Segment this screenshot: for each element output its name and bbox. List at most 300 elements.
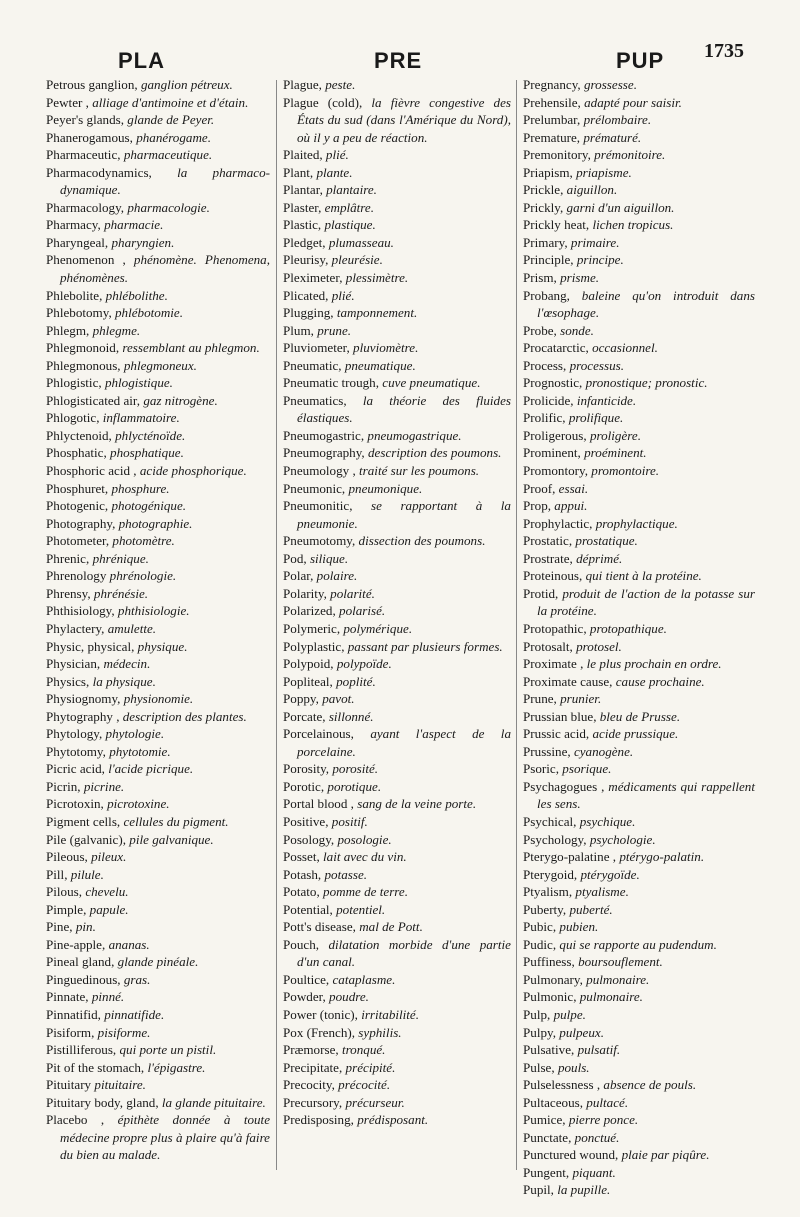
entry-headword: Physiognomy, (46, 691, 121, 707)
dictionary-entry (283, 638, 511, 656)
entry-headword: Porotic, (283, 778, 325, 794)
dictionary-entry (283, 1094, 511, 1112)
entry-translation: posologie. (337, 831, 392, 847)
entry-translation: précocité. (338, 1077, 391, 1093)
entry-headword: Pigment cells, (46, 813, 121, 829)
entry-headword: Placebo , (46, 1112, 105, 1128)
dictionary-entry (46, 427, 270, 445)
entry-headword: Pneumonic, (283, 480, 346, 496)
dictionary-entry (283, 181, 511, 199)
dictionary-entry (283, 444, 511, 462)
column-divider (516, 80, 517, 1170)
entry-translation: pronostique; pronostic. (585, 375, 708, 391)
entry-translation: ressemblant au phlegmon. (122, 340, 260, 356)
entry-headword: Pneumology , (283, 463, 356, 479)
dictionary-entry (523, 409, 755, 427)
entry-headword: Prominent, (523, 445, 581, 461)
entry-headword: Premonitory, (523, 147, 591, 163)
entry-headword: Pharmaceutic, (46, 147, 121, 163)
dictionary-entry (283, 304, 511, 322)
entry-headword: Pulselessness , (523, 1077, 601, 1093)
entry-translation: ptyalisme. (575, 884, 629, 900)
dictionary-entry (523, 1076, 755, 1094)
dictionary-entry (523, 936, 755, 954)
entry-translation: ayant l'aspect de la porcelaine. (297, 726, 511, 759)
entry-translation: plié. (331, 287, 355, 303)
entry-translation: phrénologie. (109, 568, 177, 584)
entry-translation: polaire. (316, 568, 358, 584)
dictionary-entry (523, 392, 755, 410)
entry-translation: pulpe. (553, 1006, 586, 1022)
entry-translation: silique. (309, 550, 349, 566)
entry-headword: Prophylactic, (523, 515, 593, 531)
dictionary-entry (46, 1059, 270, 1077)
dictionary-entry (283, 1111, 511, 1129)
entry-headword: Pubic, (523, 919, 557, 935)
entry-headword: Prostrate, (523, 550, 573, 566)
dictionary-entry (283, 1006, 511, 1024)
entry-headword: Plague (cold), (283, 94, 363, 110)
entry-headword: Popliteal, (283, 673, 333, 689)
entry-headword: Potato, (283, 884, 320, 900)
entry-headword: Petrous ganglion, (46, 77, 138, 92)
dictionary-entry (523, 94, 755, 112)
dictionary-entry (523, 567, 755, 585)
entry-headword: Precipitate, (283, 1059, 343, 1075)
entry-translation: le plus prochain en ordre. (586, 656, 722, 672)
entry-headword: Prognostic, (523, 375, 583, 391)
dictionary-entry (283, 480, 511, 498)
entry-translation: plié. (325, 147, 349, 163)
entry-translation: prélombaire. (583, 112, 652, 128)
entry-translation: déprimé. (576, 550, 623, 566)
entry-translation: pneumatique. (344, 357, 416, 373)
dictionary-entry (523, 550, 755, 568)
entry-headword: Pinnate, (46, 989, 89, 1005)
entry-headword: Plicated, (283, 287, 329, 303)
dictionary-entry (523, 339, 755, 357)
dictionary-entry (283, 673, 511, 691)
entry-headword: Pupil, (523, 1182, 554, 1198)
entry-translation: phlébotomie. (115, 305, 184, 321)
entry-translation: polarisé. (339, 603, 386, 619)
entry-translation: positif. (331, 813, 368, 829)
entry-translation: syphilis. (358, 1024, 402, 1040)
entry-translation: phytologie. (105, 726, 165, 742)
dictionary-entry (46, 866, 270, 884)
dictionary-entry (46, 778, 270, 796)
entry-translation: psorique. (562, 761, 612, 777)
entry-translation: absence de pouls. (603, 1077, 697, 1093)
entry-headword: Positive, (283, 813, 329, 829)
dictionary-entry (46, 216, 270, 234)
entry-translation: glande de Peyer. (127, 112, 215, 128)
dictionary-entry (46, 462, 270, 480)
entry-headword: Prism, (523, 270, 557, 286)
entry-translation: pulmonaire. (579, 989, 643, 1005)
dictionary-entry (283, 251, 511, 269)
entry-headword: Plant, (283, 164, 314, 180)
entry-headword: Præmorse, (283, 1042, 339, 1058)
dictionary-entry (283, 76, 511, 94)
entry-translation: ptérygo-palatin. (619, 849, 705, 865)
entry-translation: pluviomètre. (353, 340, 419, 356)
entry-headword: Pott's disease, (283, 919, 356, 935)
dictionary-entry (523, 918, 755, 936)
entry-headword: Phlebolite, (46, 287, 103, 303)
dictionary-entry (523, 901, 755, 919)
dictionary-entry (523, 515, 755, 533)
dictionary-entry (283, 620, 511, 638)
entry-headword: Primary, (523, 234, 568, 250)
dictionary-entry (283, 1059, 511, 1077)
dictionary-entry (523, 638, 755, 656)
entry-translation: garni d'un aiguillon. (566, 199, 675, 215)
entry-headword: Pneumatic, (283, 357, 342, 373)
entry-translation: qui se rapporte au pudendum. (559, 936, 717, 952)
dictionary-entry (283, 901, 511, 919)
entry-headword: Process, (523, 357, 567, 373)
entry-headword: Pulpy, (523, 1024, 556, 1040)
entry-translation: phosphatique. (110, 445, 184, 461)
entry-translation: proligère. (589, 427, 641, 443)
dictionary-entry (46, 567, 270, 585)
entry-translation: la pupille. (557, 1182, 611, 1198)
entry-headword: Posset, (283, 849, 320, 865)
dictionary-entry (46, 831, 270, 849)
dictionary-entry (523, 1041, 755, 1059)
entry-headword: Pumice, (523, 1112, 566, 1128)
entry-headword: Pulse, (523, 1059, 555, 1075)
entry-headword: Protid, (523, 585, 559, 601)
entry-translation: phlegme. (92, 322, 141, 338)
entry-translation: sillonné. (328, 708, 374, 724)
entry-translation: qui porte un pistil. (119, 1042, 217, 1058)
entry-translation: précipité. (345, 1059, 396, 1075)
entry-translation: promontoire. (591, 463, 660, 479)
entry-translation: tamponnement. (336, 305, 418, 321)
entry-translation: porotique. (327, 778, 382, 794)
dictionary-entry (283, 708, 511, 726)
dictionary-entry (523, 988, 755, 1006)
entry-headword: Prussian blue, (523, 708, 597, 724)
entry-headword: Picrotoxin, (46, 796, 104, 812)
dictionary-column-3 (523, 76, 755, 1199)
entry-headword: Prickle, (523, 182, 564, 198)
entry-translation: glande pinéale. (117, 954, 199, 970)
entry-translation: pulmonaire. (586, 971, 650, 987)
dictionary-column-1 (46, 76, 270, 1164)
entry-headword: Phlebotomy, (46, 305, 112, 321)
entry-headword: Phytography , (46, 708, 120, 724)
dictionary-entry (523, 146, 755, 164)
dictionary-entry (283, 971, 511, 989)
dictionary-entry (46, 234, 270, 252)
entry-translation: pharmaceutique. (123, 147, 213, 163)
dictionary-entry (46, 392, 270, 410)
dictionary-entry (46, 743, 270, 761)
entry-headword: Prehensile, (523, 94, 581, 110)
dictionary-entry (523, 585, 755, 620)
entry-translation: se rapportant à la pneumonie. (297, 498, 511, 531)
dictionary-entry (523, 1059, 755, 1077)
entry-translation: pierre ponce. (568, 1112, 639, 1128)
entry-translation: phytotomie. (109, 743, 171, 759)
entry-headword: Pultaceous, (523, 1094, 584, 1110)
entry-headword: Polarity, (283, 585, 327, 601)
entry-headword: Precocity, (283, 1077, 335, 1093)
entry-headword: Proligerous, (523, 427, 587, 443)
entry-translation: prisme. (560, 270, 600, 286)
dictionary-entry (283, 357, 511, 375)
dictionary-entry (46, 374, 270, 392)
entry-translation: pharmacie. (104, 217, 164, 233)
entry-headword: Prop, (523, 498, 552, 514)
entry-headword: Pill, (46, 866, 68, 882)
entry-translation: proéminent. (584, 445, 647, 461)
entry-headword: Picrin, (46, 778, 81, 794)
entry-translation: psychique. (579, 813, 636, 829)
entry-headword: Proof, (523, 480, 556, 496)
dictionary-entry (283, 760, 511, 778)
dictionary-entry (46, 322, 270, 340)
dictionary-entry (523, 76, 755, 94)
dictionary-entry (283, 602, 511, 620)
entry-translation: dilatation morbide d'une partie d'un canal. (297, 936, 511, 970)
dictionary-entry (283, 462, 511, 480)
entry-headword: Principle, (523, 252, 574, 268)
entry-translation: picrine. (83, 778, 125, 794)
dictionary-entry (283, 216, 511, 234)
entry-headword: Ptyalism, (523, 884, 573, 900)
dictionary-entry (46, 1094, 270, 1112)
dictionary-entry (283, 164, 511, 182)
entry-headword: Phenomenon , (46, 252, 126, 268)
dictionary-entry (46, 199, 270, 217)
entry-translation: gaz nitrogène. (143, 392, 218, 408)
entry-translation: plante. (316, 164, 353, 180)
entry-headword: Poppy, (283, 691, 319, 707)
entry-translation: piquant. (572, 1164, 616, 1180)
dictionary-entry (46, 532, 270, 550)
dictionary-entry (283, 322, 511, 340)
entry-headword: Polar, (283, 568, 314, 584)
entry-headword: Phosphatic, (46, 445, 107, 461)
entry-translation: prune. (317, 322, 352, 338)
dictionary-entry (46, 725, 270, 743)
dictionary-entry (523, 480, 755, 498)
entry-translation: traité sur les poumons. (359, 463, 480, 479)
dictionary-entry (283, 936, 511, 971)
entry-translation: primaire. (570, 234, 620, 250)
entry-translation: la pharmaco-dynamique. (60, 164, 270, 198)
dictionary-entry (283, 883, 511, 901)
entry-headword: Phanerogamous, (46, 129, 133, 145)
entry-headword: Priapism, (523, 164, 573, 180)
entry-headword: Pewter , (46, 94, 89, 110)
dictionary-entry (523, 1024, 755, 1042)
dictionary-entry (283, 690, 511, 708)
entry-translation: photographie. (118, 515, 193, 531)
entry-headword: Physic, physical, (46, 638, 135, 654)
entry-headword: Portal blood , (283, 796, 354, 812)
entry-translation: l'acide picrique. (108, 761, 194, 777)
entry-headword: Prickly, (523, 199, 564, 215)
entry-headword: Pine, (46, 919, 73, 935)
entry-headword: Phosphuret, (46, 480, 109, 496)
dictionary-entry (523, 813, 755, 831)
entry-translation: l'épigastre. (147, 1059, 206, 1075)
entry-headword: Phlegm, (46, 322, 90, 338)
entry-headword: Proximate , (523, 656, 584, 672)
dictionary-entry (283, 567, 511, 585)
entry-translation: cause prochaine. (615, 673, 705, 689)
entry-headword: Pudic, (523, 936, 557, 952)
dictionary-entry (523, 883, 755, 901)
entry-translation: ptérygoïde. (580, 866, 640, 882)
dictionary-entry (523, 778, 755, 813)
entry-headword: Potential, (283, 901, 333, 917)
entry-translation: tronqué. (341, 1042, 386, 1058)
entry-translation: emplâtre. (324, 199, 375, 215)
entry-translation: prostatique. (575, 533, 638, 549)
dictionary-entry (283, 778, 511, 796)
entry-translation: pubien. (559, 919, 599, 935)
entry-headword: Phosphoric acid , (46, 463, 137, 479)
entry-translation: description des plantes. (122, 708, 247, 724)
dictionary-entry (523, 374, 755, 392)
entry-translation: mal de Pott. (359, 919, 423, 935)
entry-headword: Pimple, (46, 901, 87, 917)
dictionary-entry (46, 164, 270, 199)
entry-headword: Proximate cause, (523, 673, 613, 689)
entry-headword: Porcelainous, (283, 726, 354, 742)
dictionary-entry (283, 813, 511, 831)
entry-translation: épithète donnée à toute médecine propre plus à plaire qu'à faire du bien au malade. (60, 1112, 271, 1163)
entry-headword: Puffiness, (523, 954, 575, 970)
entry-translation: physionomie. (123, 691, 194, 707)
entry-translation: pinnatifide. (104, 1006, 165, 1022)
entry-translation: grossesse. (583, 77, 637, 92)
entry-translation: lait avec du vin. (323, 849, 407, 865)
entry-headword: Posology, (283, 831, 335, 847)
entry-headword: Powder, (283, 989, 326, 1005)
entry-headword: Peyer's glands, (46, 112, 124, 128)
dictionary-entry (46, 497, 270, 515)
entry-translation: adapté pour saisir. (584, 94, 682, 110)
entry-headword: Pneumography, (283, 445, 365, 461)
dictionary-entry (523, 199, 755, 217)
dictionary-entry (523, 1111, 755, 1129)
dictionary-entry (283, 655, 511, 673)
dictionary-entry (523, 655, 755, 673)
entry-headword: Pterygoid, (523, 866, 578, 882)
dictionary-entry (523, 1006, 755, 1024)
entry-headword: Phlegmonoid, (46, 340, 120, 356)
entry-translation: ganglion pétreux. (140, 77, 233, 92)
dictionary-entry (46, 1041, 270, 1059)
entry-translation: plumasseau. (328, 234, 394, 250)
entry-headword: Probe, (523, 322, 557, 338)
entry-translation: pituitaire. (94, 1077, 146, 1093)
dictionary-entry (46, 1024, 270, 1042)
entry-headword: Pulmonary, (523, 971, 583, 987)
entry-headword: Protosalt, (523, 638, 573, 654)
entry-translation: plastique. (324, 217, 376, 233)
dictionary-entry (46, 515, 270, 533)
dictionary-entry (46, 620, 270, 638)
entry-translation: processus. (569, 357, 624, 373)
dictionary-entry (283, 374, 511, 392)
entry-headword: Pneumatics, (283, 392, 347, 408)
entry-translation: psychologie. (589, 831, 656, 847)
entry-headword: Precursory, (283, 1094, 343, 1110)
entry-headword: Pituitary (46, 1077, 92, 1093)
entry-headword: Premature, (523, 129, 581, 145)
dictionary-entry (46, 602, 270, 620)
dictionary-entry (523, 620, 755, 638)
entry-headword: Plague, (283, 77, 322, 92)
entry-headword: Pterygo-palatine , (523, 849, 617, 865)
dictionary-entry (46, 918, 270, 936)
entry-translation: pneumonique. (348, 480, 423, 496)
entry-translation: appui. (554, 498, 588, 514)
dictionary-entry (523, 181, 755, 199)
entry-translation: pilule. (70, 866, 104, 882)
entry-headword: Phytology, (46, 726, 103, 742)
entry-translation: aiguillon. (566, 182, 618, 198)
entry-headword: Potash, (283, 866, 322, 882)
entry-translation: priapisme. (576, 164, 632, 180)
entry-headword: Prussine, (523, 743, 571, 759)
dictionary-entry (46, 988, 270, 1006)
entry-translation: pulpeux. (559, 1024, 604, 1040)
entry-headword: Pinguedinous, (46, 971, 121, 987)
entry-headword: Probang, (523, 287, 570, 303)
dictionary-entry (46, 795, 270, 813)
entry-headword: Pneumatic trough, (283, 375, 380, 391)
page-number: 1735 (704, 40, 744, 62)
entry-headword: Pine-apple, (46, 936, 106, 952)
dictionary-entry (283, 550, 511, 568)
entry-translation: phlegmoneux. (123, 357, 197, 373)
dictionary-entry (523, 164, 755, 182)
entry-translation: phlébolithe. (105, 287, 168, 303)
entry-headword: Porcate, (283, 708, 326, 724)
entry-headword: Photogenic, (46, 498, 109, 514)
entry-headword: Photography, (46, 515, 116, 531)
entry-translation: lichen tropicus. (592, 217, 674, 233)
entry-headword: Predisposing, (283, 1112, 354, 1128)
dictionary-entry (46, 304, 270, 322)
entry-translation: chevelu. (85, 884, 129, 900)
entry-translation: gras. (123, 971, 151, 987)
entry-translation: polymérique. (343, 620, 413, 636)
entry-translation: inflammatoire. (102, 410, 180, 426)
dictionary-entry (46, 251, 270, 286)
entry-translation: pouls. (557, 1059, 590, 1075)
entry-headword: Pinnatifid, (46, 1006, 101, 1022)
entry-headword: Plum, (283, 322, 314, 338)
entry-translation: pharyngien. (111, 234, 175, 250)
entry-translation: phlogistique. (104, 375, 173, 391)
entry-translation: papule. (89, 901, 129, 917)
entry-translation: potentiel. (336, 901, 386, 917)
dictionary-entry (523, 497, 755, 515)
entry-translation: baleine qu'on introduit dans l'œsophage. (537, 287, 755, 321)
entry-translation: phthisiologie. (117, 603, 190, 619)
entry-headword: Physician, (46, 656, 101, 672)
